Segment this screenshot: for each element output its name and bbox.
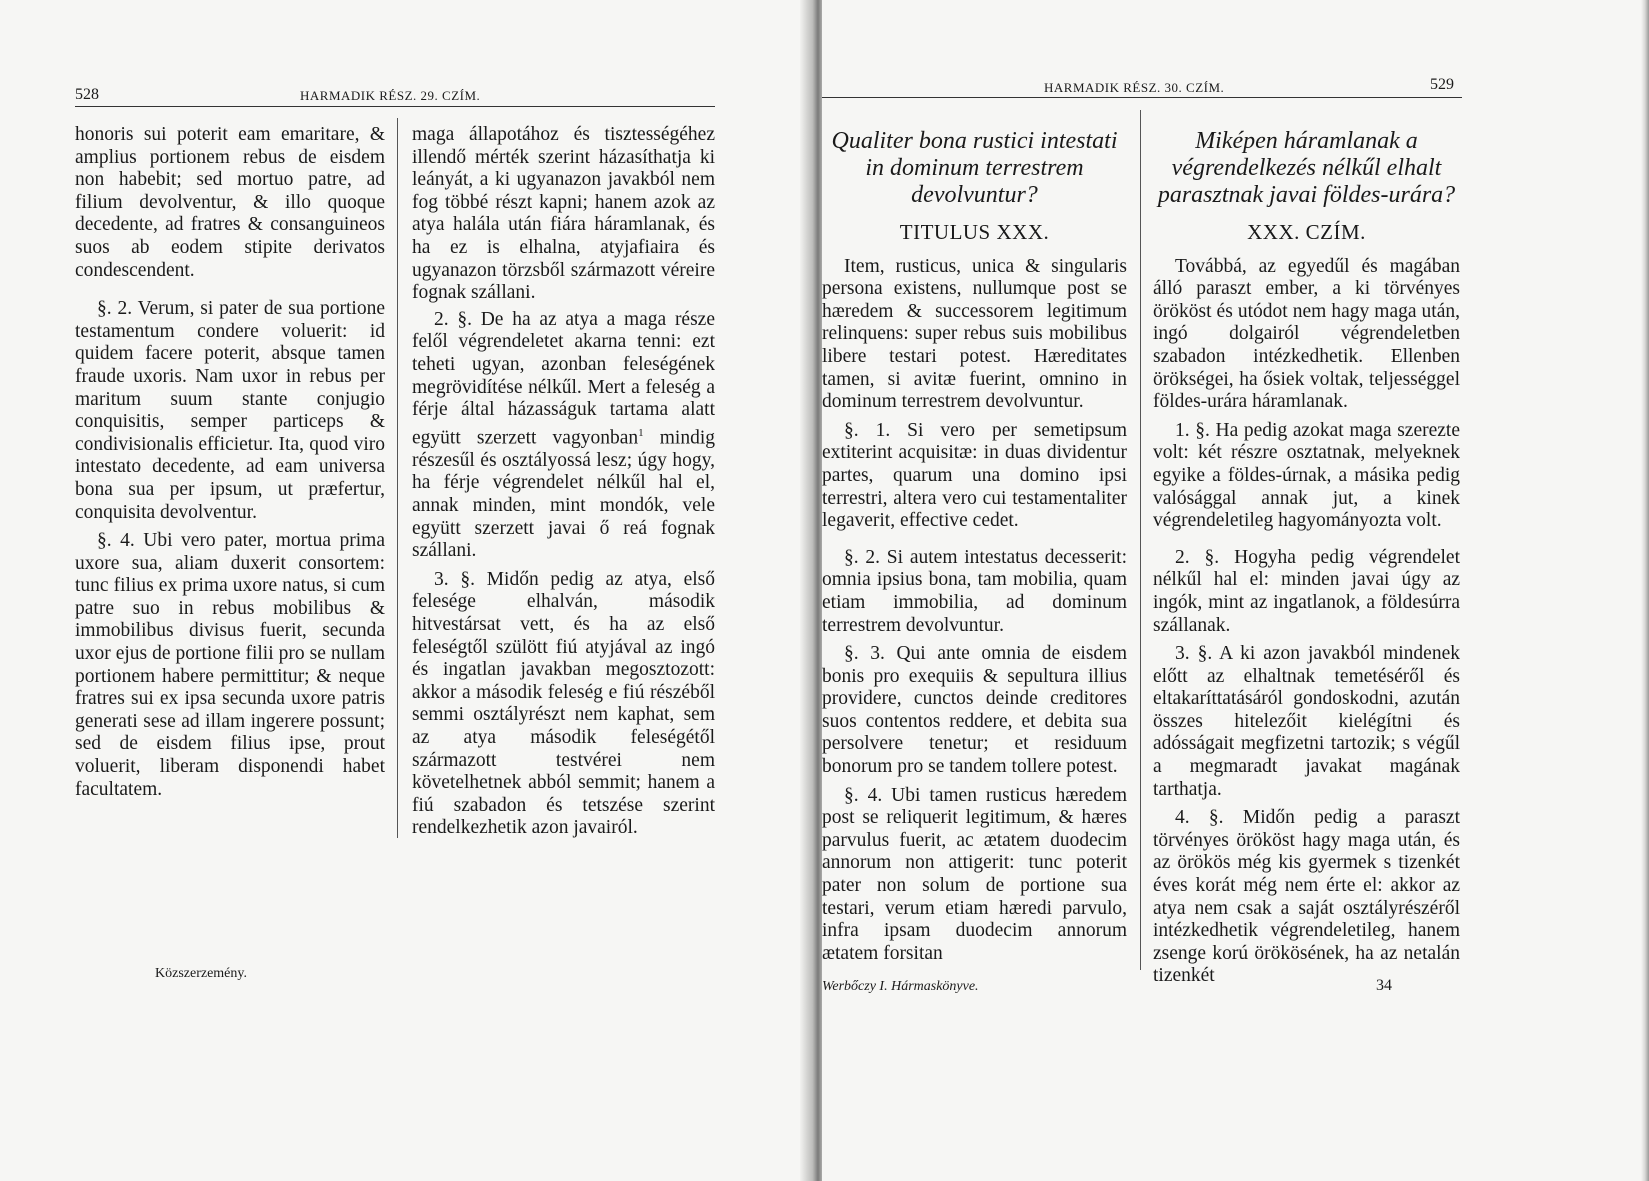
left-running-head: HARMADIK RÉSZ. 29. CZÍM.	[300, 88, 481, 103]
paragraph-part: mindig részesűl és osztályossá lesz; úgy hogy, ha férje végrendelet nélkűl hal el, annak minden, mint mondók, vele együtt szerzett javai ő reá fognak szállani.	[412, 427, 716, 562]
right-latin-column	[822, 128, 1127, 965]
left-page	[0, 0, 812, 1181]
paragraph: §. 2. Si autem intestatus decesserit: omnia ipsius bona, tam mobilia, quam etiam immobilia, ad dominum terrestrem devolvuntur.	[822, 546, 1127, 636]
footnote-marker: 1	[638, 426, 644, 439]
paragraph: 4. §. Midőn pedig a paraszt törvényes örököst hagy maga után, és az örökös még kis gyermek s tizenkét éves korát még nem érte el: akkor az atya nem csak a saját osztályrészéről intézkedhetik végrendeletileg, hanem zsenge korú örökösének, ha az netalán tizenkét	[1153, 807, 1460, 987]
paragraph: §. 4. Ubi tamen rusticus hæredem post se reliquerit legitimum, & hæres parvulus fuerit, ac ætatem duodecim annorum non attigerit: tunc poterit pater non solum de portione sua testari, verum etiam hæredi parvulo, infra ipsam duodecim annorum ætatem forsitan	[822, 784, 1127, 964]
footnote: Közszerzemény.	[155, 966, 247, 981]
paragraph: 3. §. Midőn pedig az atya, első felesége elhalván, második hitvestársat vett, és ha az első feleségtől szülött fiú atyjával az ingó és ingatlan javakban megosztozott: akkor a második feleség e fiú részéből semmi osztályrészt nem kaphat, sem az atya második feleségétől származott testvérei nem követelhetnek abból semmit; hanem a fiú szabadon és tetszése szerint rendelkezhetik azon javairól.	[412, 568, 715, 839]
left-hungarian-column	[412, 124, 715, 840]
left-latin-column	[75, 124, 385, 801]
latin-heading: Qualiter bona rustici intestati in dominum terrestrem devolvuntur?	[831, 128, 1118, 208]
page-edge	[1641, 0, 1649, 1181]
paragraph: honoris sui poterit eam emaritare, & amplius portionem rebus de eisdem non habebit; sed mortuo patre, ad filium devolventur, & illo quoque decedente, ad fratres & consanguineos suos ab eodem stipite derivatos condescendent.	[75, 124, 385, 281]
paragraph: maga állapotához és tisztességéhez illendő mérték szerint házasíthatja ki leányát, a ki ugyanazon javakból nem fog többé részt kapni; hanem azok az atya halála után fiára háramlanak, és ha ez is elhalna, atyjafiaira és ugyanazon törzsből származott véreire fognak szállani.	[412, 124, 715, 304]
signature-number: 34	[1376, 977, 1392, 994]
paragraph: §. 2. Verum, si pater de sua portione testamentum condere voluerit: id quidem facere poterit, absque tamen fraude uxoris. Nam uxor in rebus per maritum suum stante conjugio conquisitis, semper particeps & condivisionalis efficietur. Ita, quod viro intestato decedente, ad eam universa bona sua per ipsum, ut præfertur, conquisita devolventur.	[75, 298, 385, 523]
paragraph	[412, 309, 715, 563]
printer-signature: Werbőczy I. Hármaskönyve.	[822, 979, 979, 994]
paragraph-part: 2. §. De ha az atya a maga része felől végrendeletet akarna tenni: ezt teheti ugyan, azonban feleségének megrövidítése nélkűl. Mert a feleség a férje által házasságuk tartama alatt együtt szerzett vagyonban	[412, 308, 715, 449]
right-column-divider	[1140, 110, 1141, 970]
paragraph: §. 1. Si vero per semetipsum extiterint acquisitæ: in duas dividentur partes, quarum una domino ipsi terrestri, altera vero cui testamentaliter legaverit, effective cedet.	[822, 419, 1127, 532]
paragraph: 3. §. A ki azon javakból mindenek előtt az elhaltnak temetéséről és eltakaríttatásáról gondoskodni, azután összes hitelezőit kielégítni és adósságait megfizetni tartozik; s végűl a megmaradt javakat magának tarthatja.	[1153, 643, 1460, 800]
latin-titulus: TITULUS XXX.	[899, 220, 1050, 244]
paragraph: §. 3. Qui ante omnia de eisdem bonis pro exequiis & sepultura illius providere, cunctos deinde creditores suos contentos reddere, et debita sua persolvere tenetur; et residuum bonorum pro se tandem tollere potest.	[822, 643, 1127, 778]
right-header-rule	[822, 97, 1462, 98]
paragraph: §. 4. Ubi vero pater, mortua prima uxore sua, aliam duxerit consortem: tunc filius ex prima uxore natus, si cum patre suo in rebus mobilibus & immobilibus divisus fuerit, secunda uxor ejus de portione filii pro se nullam portionem habere permittitur; & neque fratres sui ex ipsa secunda uxore patris generati sese ad illam ingerere possunt; sed de eisdem filius ipse, prout voluerit, liberam disponendi habet facultatem.	[75, 530, 385, 800]
right-page	[822, 0, 1649, 1181]
right-hungarian-column	[1153, 128, 1460, 988]
right-page-number: 529	[1430, 76, 1454, 93]
left-header-rule	[75, 106, 715, 107]
hungarian-heading: Miképen háramlanak a végrendelkezés nélkűl elhalt parasztnak javai földes-urára?	[1157, 128, 1456, 208]
paragraph: 1. §. Ha pedig azokat maga szerezte volt: két részre osztatnak, melyeknek egyike a földes-úrnak, a másika pedig valósággal annak jut, a kinek végrendeletileg hagyományozta volt.	[1153, 419, 1460, 532]
left-page-number: 528	[75, 86, 99, 103]
paragraph: 2. §. Hogyha pedig végrendelet nélkűl hal el: minden javai úgy az ingók, mint az ingatlanok, a földesúrra szállanak.	[1153, 546, 1460, 636]
left-column-divider	[397, 118, 398, 838]
right-running-head: HARMADIK RÉSZ. 30. CZÍM.	[1044, 80, 1225, 95]
paragraph: Továbbá, az egyedűl és magában álló paraszt ember, a ki törvényes örököst és utódot nem hagy maga után, ingó dolgairól végrendeletben szabadon intézkedhetik. Ellenben örökségei, ha ősiek voltak, teljességgel földes-urára háramlanak.	[1153, 255, 1460, 413]
hungarian-titulus: XXX. CZÍM.	[1247, 220, 1366, 244]
paragraph: Item, rusticus, unica & singularis persona existens, nullumque post se hæredem & successorem legitimum relinquens: super rebus suis mobilibus libere testari potest. Hæreditates tamen, si avitæ fuerint, omnino in dominum terrestrem devolvuntur.	[822, 255, 1127, 413]
